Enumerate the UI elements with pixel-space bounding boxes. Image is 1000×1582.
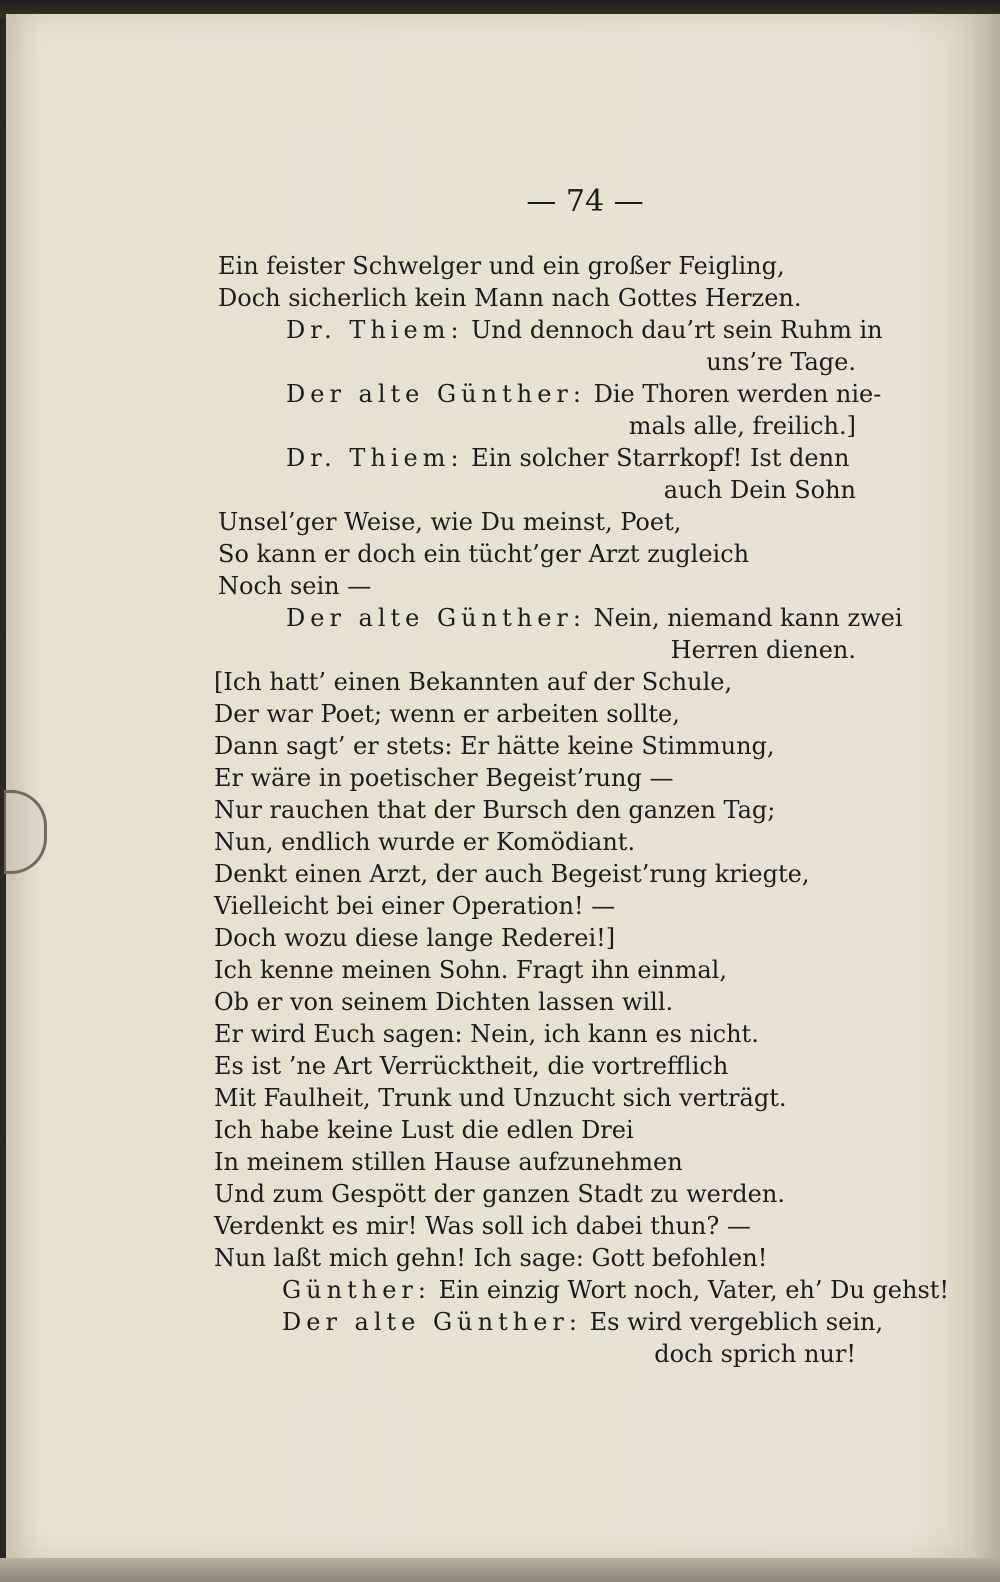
- verse-line: Ein feister Schwelger und ein großer Feigling,: [218, 252, 785, 280]
- verse-line: Unsel’ger Weise, wie Du meinst, Poet,: [218, 508, 682, 536]
- speaker-name: Der alte Günther:: [282, 1308, 582, 1336]
- speaker-name: Der alte Günther:: [286, 380, 586, 408]
- speech-line: [282, 1274, 949, 1306]
- speech-text: Und dennoch dau’rt sein Ruhm in: [471, 316, 883, 344]
- verse-line-continuation: doch sprich nur!: [654, 1340, 856, 1368]
- verse-line: Mit Faulheit, Trunk und Unzucht sich verträgt.: [214, 1084, 787, 1112]
- speech-text: Ein solcher Starrkopf! Ist denn: [471, 444, 850, 472]
- verse-line: Doch sicherlich kein Mann nach Gottes Herzen.: [218, 284, 802, 312]
- verse-line: Noch sein —: [218, 572, 372, 600]
- verse-line: Und zum Gespött der ganzen Stadt zu werden.: [214, 1180, 785, 1208]
- speech-line: [286, 378, 881, 410]
- verse-line: So kann er doch ein tücht’ger Arzt zugleich: [218, 540, 750, 568]
- verse-line: Nur rauchen that der Bursch den ganzen Tag;: [214, 796, 776, 824]
- speaker-name: Dr. Thiem:: [286, 444, 464, 472]
- verse-line: Ich habe keine Lust die edlen Drei: [214, 1116, 634, 1144]
- speech-text: Nein, niemand kann zwei: [593, 604, 903, 632]
- next-page-edge: [974, 14, 1000, 1558]
- page-number: — 74 —: [526, 184, 644, 219]
- page-gutter-shadow: [6, 14, 28, 1558]
- verse-line-continuation: Herren dienen.: [670, 636, 856, 664]
- book-bottom-edge: [0, 1558, 1000, 1582]
- verse-line: Es ist ’ne Art Verrücktheit, die vortrefflich: [214, 1052, 729, 1080]
- verse-line: Nun laßt mich gehn! Ich sage: Gott befohlen!: [214, 1244, 768, 1272]
- verse-line: Denkt einen Arzt, der auch Begeist’rung kriegte,: [214, 860, 810, 888]
- speaker-name: Dr. Thiem:: [286, 316, 464, 344]
- speaker-name: Günther:: [282, 1276, 431, 1304]
- verse-line: Nun, endlich wurde er Komödiant.: [214, 828, 636, 856]
- speech-text: Ein einzig Wort noch, Vater, eh’ Du gehst!: [438, 1276, 950, 1304]
- verse-line: Dann sagt’ er stets: Er hätte keine Stimmung,: [214, 732, 775, 760]
- verse-line-continuation: auch Dein Sohn: [663, 476, 856, 504]
- verse-line-continuation: uns’re Tage.: [706, 348, 856, 376]
- book-page: [6, 14, 974, 1558]
- speech-text: Die Thoren werden nie-: [593, 380, 882, 408]
- verse-line: Doch wozu diese lange Rederei!]: [214, 924, 616, 952]
- speech-line: [286, 602, 903, 634]
- verse-line: [Ich hatt’ einen Bekannten auf der Schule,: [214, 668, 733, 696]
- speech-text: Es wird vergeblich sein,: [589, 1308, 884, 1336]
- verse-line: Der war Poet; wenn er arbeiten sollte,: [214, 700, 680, 728]
- verse-line: Ich kenne meinen Sohn. Fragt ihn einmal,: [214, 956, 727, 984]
- speech-line: [286, 442, 850, 474]
- verse-line: Verdenkt es mir! Was soll ich dabei thun? —: [214, 1212, 751, 1240]
- verse-line: Vielleicht bei einer Operation! —: [214, 892, 616, 920]
- speech-line: [286, 314, 883, 346]
- speaker-name: Der alte Günther:: [286, 604, 586, 632]
- verse-line: Er wäre in poetischer Begeist’rung —: [214, 764, 674, 792]
- verse-line: Er wird Euch sagen: Nein, ich kann es nicht.: [214, 1020, 759, 1048]
- speech-line: [282, 1306, 883, 1338]
- verse-line: In meinem stillen Hause aufzunehmen: [214, 1148, 683, 1176]
- verse-line: Ob er von seinem Dichten lassen will.: [214, 988, 674, 1016]
- verse-line-continuation: mals alle, freilich.]: [628, 412, 856, 440]
